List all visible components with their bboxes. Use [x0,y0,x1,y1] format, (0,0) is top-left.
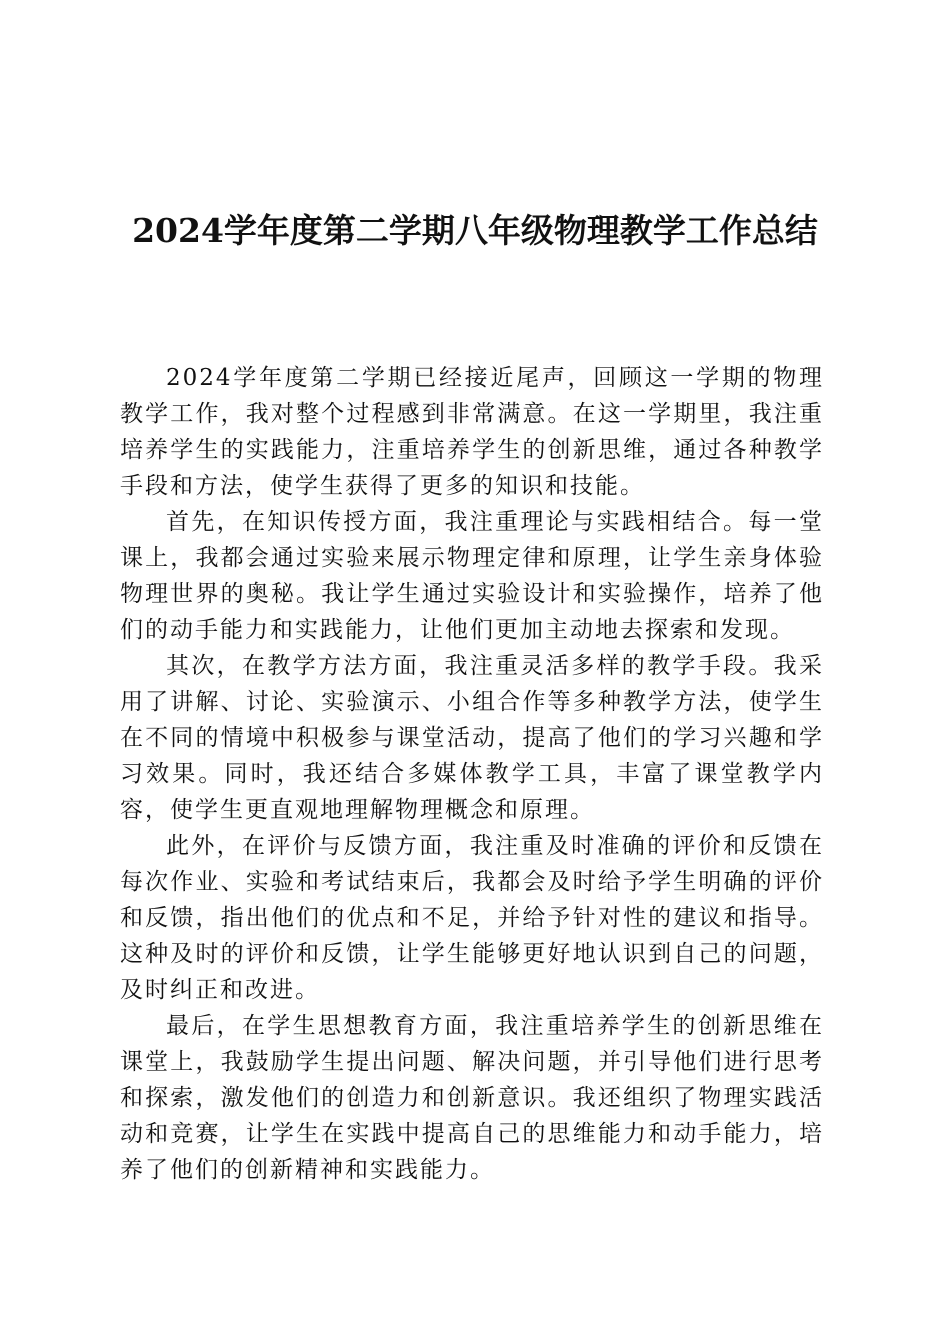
paragraph-feedback: 此外，在评价与反馈方面，我注重及时准确的评价和反馈在每次作业、实验和考试结束后，我都会及时给予学生明确的评价和反馈，指出他们的优点和不足，并给予针对性的建议和指导。这种及时的评价和反馈，让学生能够更好地认识到自己的问题，及时纠正和改进。 [120,833,824,1003]
document-body [120,360,824,1188]
paragraph-knowledge: 首先，在知识传授方面，我注重理论与实践相结合。每一堂课上，我都会通过实验来展示物理定律和原理，让学生亲身体验物理世界的奥秘。我让学生通过实验设计和实验操作，培养了他们的动手能力和实践能力，让他们更加主动地去探索和发现。 [120,509,824,643]
paragraph-methods: 其次，在教学方法方面，我注重灵活多样的教学手段。我采用了讲解、讨论、实验演示、小组合作等多种教学方法，使学生在不同的情境中积极参与课堂活动，提高了他们的学习兴趣和学习效果。同时，我还结合多媒体教学工具，丰富了课堂教学内容，使学生更直观地理解物理概念和原理。 [120,653,824,823]
paragraph-education: 最后，在学生思想教育方面，我注重培养学生的创新思维在课堂上，我鼓励学生提出问题、解决问题，并引导他们进行思考和探索，激发他们的创造力和创新意识。我还组织了物理实践活动和竞赛，让学生在实践中提高自己的思维能力和动手能力，培养了他们的创新精神和实践能力。 [120,1013,824,1183]
document-title: 2024学年度第二学期八年级物理教学工作总结 [132,211,818,250]
paragraph-intro: 2024学年度第二学期已经接近尾声，回顾这一学期的物理教学工作，我对整个过程感到非常满意。在这一学期里，我注重培养学生的实践能力，注重培养学生的创新思维，通过各种教学手段和方法，使学生获得了更多的知识和技能。 [120,365,824,499]
